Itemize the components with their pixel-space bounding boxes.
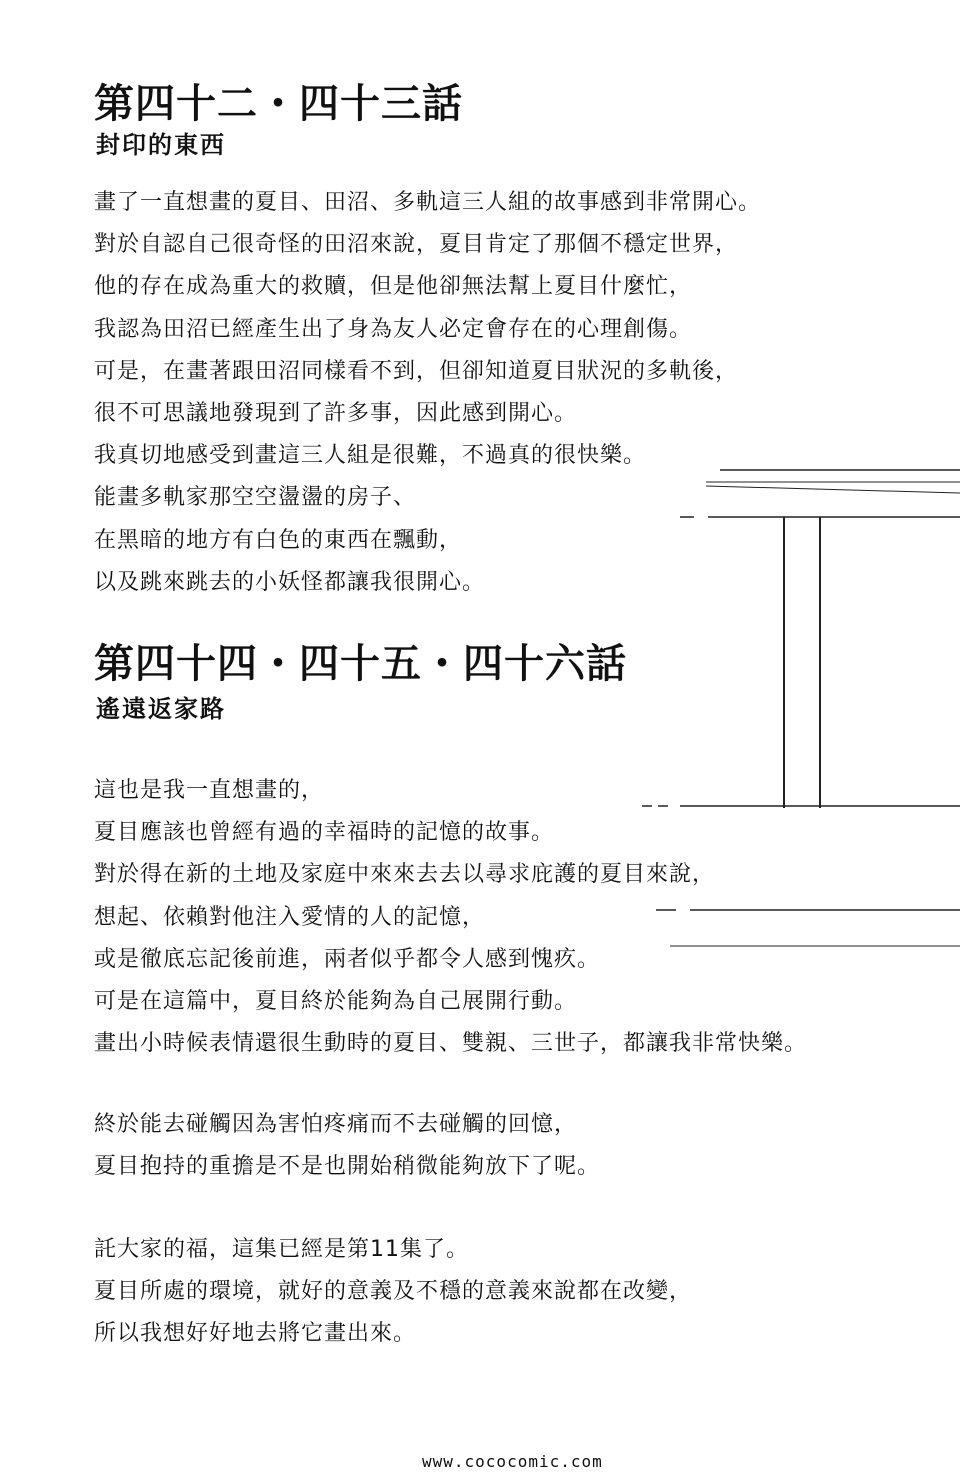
text-line: 這也是我一直想畫的， (94, 778, 325, 803)
section-2-paragraph-2 (94, 1104, 600, 1188)
text-line: 想起、依賴對他注入愛情的人的記憶， (94, 904, 486, 930)
chapter-heading-42-43: 第四十二・四十三話 (94, 81, 463, 127)
text-line: 對於得在新的土地及家庭中來來去去以尋求庇護的夏目來說， (94, 862, 716, 888)
text-line: 夏目應該也曾經有過的幸福時的記憶的故事。 (94, 820, 555, 846)
text-line: 畫了一直想畫的夏目、田沼、多軌這三人組的故事感到非常開心。 (94, 190, 762, 215)
section-1-paragraph (94, 182, 761, 604)
chapter-subtitle-44-46: 遙遠返家路 (96, 695, 226, 723)
text-line: 畫出小時候表情還很生動時的夏目、雙親、三世子，都讓我非常快樂。 (94, 1031, 808, 1057)
text-line: 能畫多軌家那空空盪盪的房子、 (94, 485, 417, 511)
text-line: 可是在這篇中，夏目終於能夠為自己展開行動。 (94, 988, 578, 1014)
chapter-subtitle-42-43: 封印的東西 (96, 131, 226, 159)
text-line: 夏目所處的環境，就好的意義及不穩的意義來說都在改變， (94, 1279, 693, 1305)
site-watermark: www.cococomic.com (422, 1452, 603, 1471)
chapter-heading-44-46: 第四十四・四十五・四十六話 (94, 641, 627, 687)
text-line: 在黑暗的地方有白色的東西在飄動， (94, 527, 463, 553)
text-line: 夏目抱持的重擔是不是也開始稍微能夠放下了呢。 (94, 1154, 601, 1180)
text-line: 可是，在畫著跟田沼同樣看不到，但卻知道夏目狀況的多軌後， (94, 358, 739, 384)
text-line: 所以我想好好地去將它畫出來。 (94, 1321, 417, 1347)
text-line: 他的存在成為重大的救贖，但是他卻無法幫上夏目什麼忙， (94, 274, 693, 300)
text-line: 很不可思議地發現到了許多事，因此感到開心。 (94, 400, 578, 426)
text-line: 終於能去碰觸因為害怕疼痛而不去碰觸的回憶， (94, 1112, 578, 1137)
section-2-paragraph-1 (94, 770, 807, 1065)
text-line: 對於自認自己很奇怪的田沼來說，夏目肯定了那個不穩定世界， (94, 232, 739, 258)
text-line: 我認為田沼已經產生出了身為友人必定會存在的心理創傷。 (94, 316, 693, 342)
text-line: 我真切地感受到畫這三人組是很難，不過真的很快樂。 (94, 443, 647, 469)
text-line: 託大家的福，這集已經是第11集了。 (94, 1237, 469, 1262)
text-line: 以及跳來跳去的小妖怪都讓我很開心。 (94, 569, 486, 595)
section-2-paragraph-3 (94, 1229, 692, 1356)
text-line: 或是徹底忘記後前進，兩者似乎都令人感到愧疚。 (94, 946, 601, 972)
